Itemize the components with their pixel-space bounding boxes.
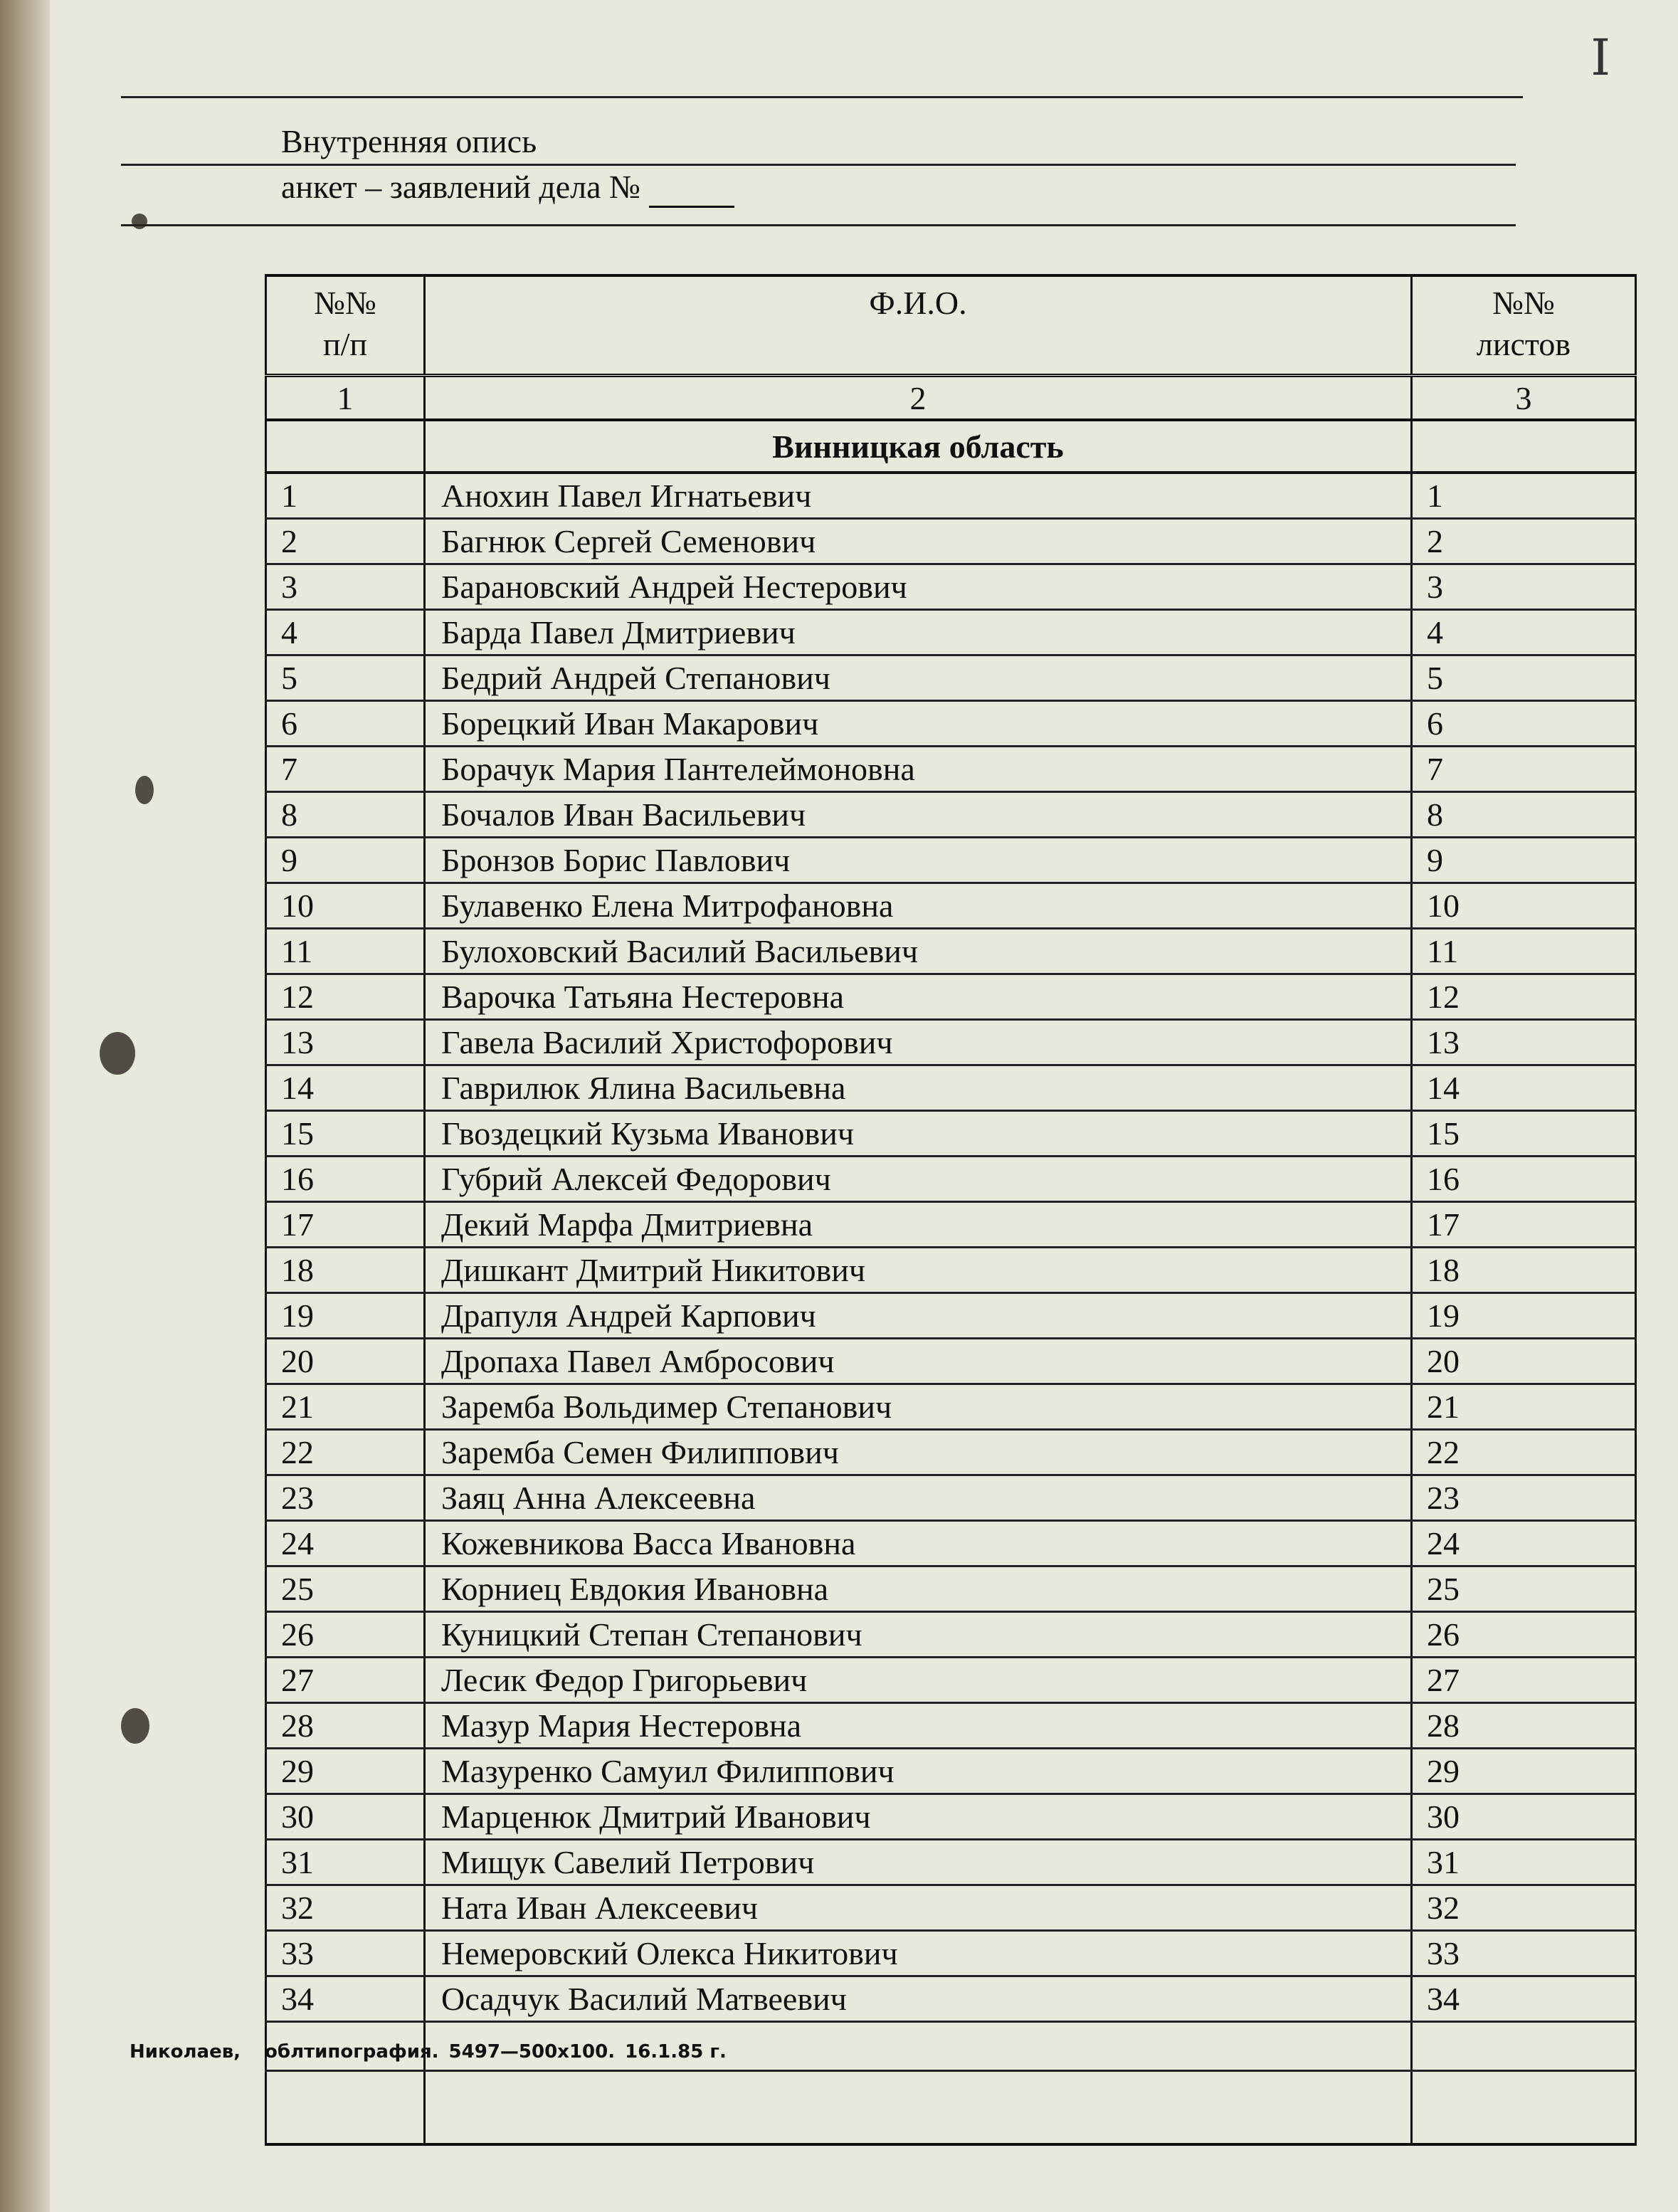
row-number: 2: [266, 519, 425, 564]
row-number: 11: [266, 929, 425, 974]
table-row: [266, 974, 1636, 1020]
sheet-number: 9: [1412, 838, 1636, 883]
person-name: Корниец Евдокия Ивановна: [425, 1566, 1412, 1612]
stain: [132, 214, 147, 229]
sheet-number: 1: [1412, 473, 1636, 519]
person-name: Дропаха Павел Амбросович: [425, 1339, 1412, 1384]
paper-edge: [0, 0, 50, 2212]
header-number: [266, 275, 425, 376]
table-row: [266, 1475, 1636, 1521]
row-number: 19: [266, 1293, 425, 1339]
case-number-blank: [649, 168, 734, 208]
table-row: [266, 1658, 1636, 1703]
row-number: 4: [266, 610, 425, 655]
sheet-number: 18: [1412, 1248, 1636, 1293]
table-row: [266, 1020, 1636, 1065]
subtitle-text: анкет – заявлений дела №: [281, 169, 640, 205]
person-name: Борецкий Иван Макарович: [425, 701, 1412, 747]
sheet-number: 27: [1412, 1658, 1636, 1703]
table-row: [266, 1111, 1636, 1157]
person-name: Мазур Мария Нестеровна: [425, 1703, 1412, 1749]
table-row: [266, 747, 1636, 792]
sheet-number: 13: [1412, 1020, 1636, 1065]
person-name: Заяц Анна Алексеевна: [425, 1475, 1412, 1521]
table-row: [266, 929, 1636, 974]
row-number: 8: [266, 792, 425, 838]
table-row: [266, 1339, 1636, 1384]
row-number: 20: [266, 1339, 425, 1384]
empty-cell: [425, 2071, 1412, 2145]
table-header-row: [266, 275, 1636, 376]
table-row: [266, 655, 1636, 701]
table-row: [266, 1384, 1636, 1430]
table-row: [266, 1976, 1636, 2022]
sheet-number: 8: [1412, 792, 1636, 838]
table-row: [266, 1840, 1636, 1885]
person-name: Немеровский Олекса Никитович: [425, 1931, 1412, 1976]
person-name: Марценюк Дмитрий Иванович: [425, 1794, 1412, 1840]
table-row: [266, 473, 1636, 519]
sheet-number: 10: [1412, 883, 1636, 929]
ruled-line: [121, 224, 1516, 226]
row-number: 23: [266, 1475, 425, 1521]
person-name: Кожевникова Васса Ивановна: [425, 1521, 1412, 1566]
person-name: Куницкий Степан Степанович: [425, 1612, 1412, 1658]
person-name: Гаврилюк Ялина Васильевна: [425, 1065, 1412, 1111]
person-name: Мищук Савелий Петрович: [425, 1840, 1412, 1885]
sheet-number: 6: [1412, 701, 1636, 747]
person-name: Лесик Федор Григорьевич: [425, 1658, 1412, 1703]
row-number: 10: [266, 883, 425, 929]
sheet-number: 19: [1412, 1293, 1636, 1339]
table-row: [266, 1157, 1636, 1202]
table-row: [266, 1521, 1636, 1566]
table-row: [266, 564, 1636, 610]
table-row: [266, 1749, 1636, 1794]
stain: [100, 1032, 135, 1075]
row-number: 12: [266, 974, 425, 1020]
table-row: [266, 838, 1636, 883]
person-name: Декий Марфа Дмитриевна: [425, 1202, 1412, 1248]
row-number: 6: [266, 701, 425, 747]
person-name: Губрий Алексей Федорович: [425, 1157, 1412, 1202]
table-row: [266, 1202, 1636, 1248]
person-name: Бочалов Иван Васильевич: [425, 792, 1412, 838]
table-row: [266, 1430, 1636, 1475]
person-name: Бронзов Борис Павлович: [425, 838, 1412, 883]
person-name: Барановский Андрей Нестерович: [425, 564, 1412, 610]
region-row: [266, 420, 1636, 473]
sheet-number: 3: [1412, 564, 1636, 610]
person-name: Булоховский Василий Васильевич: [425, 929, 1412, 974]
page-number-handwritten: I: [1590, 28, 1610, 87]
imprint-city: Николаев,: [130, 2041, 241, 2063]
imprint-date: 16.1.85 г.: [625, 2041, 727, 2063]
row-number: 7: [266, 747, 425, 792]
table-row: [266, 610, 1636, 655]
table-row: [266, 1885, 1636, 1931]
sheet-number: 32: [1412, 1885, 1636, 1931]
sheet-number: 12: [1412, 974, 1636, 1020]
document-title: Внутренняя опись: [281, 123, 537, 159]
table-row: [266, 701, 1636, 747]
table-row: [266, 1703, 1636, 1749]
empty-cell: [266, 2071, 425, 2145]
imprint-printer: облтипография.: [265, 2041, 439, 2063]
person-name: Барда Павел Дмитриевич: [425, 610, 1412, 655]
sheet-number: 30: [1412, 1794, 1636, 1840]
person-name: Заремба Семен Филиппович: [425, 1430, 1412, 1475]
stain: [135, 776, 154, 804]
ruled-line: [121, 164, 1516, 166]
table-row: [266, 792, 1636, 838]
row-number: 28: [266, 1703, 425, 1749]
person-name: Гвоздецкий Кузьма Иванович: [425, 1111, 1412, 1157]
person-name: Заремба Вольдимер Степанович: [425, 1384, 1412, 1430]
sheet-number: 31: [1412, 1840, 1636, 1885]
row-number: 5: [266, 655, 425, 701]
person-name: Варочка Татьяна Нестеровна: [425, 974, 1412, 1020]
header-number-line1: №№: [314, 285, 376, 321]
column-number: 2: [425, 376, 1412, 421]
sheet-number: 15: [1412, 1111, 1636, 1157]
sheet-number: 24: [1412, 1521, 1636, 1566]
row-number: 27: [266, 1658, 425, 1703]
table-row: [266, 519, 1636, 564]
row-number: 31: [266, 1840, 425, 1885]
person-name: Бедрий Андрей Степанович: [425, 655, 1412, 701]
inventory-table: [265, 274, 1637, 2146]
sheet-number: 11: [1412, 929, 1636, 974]
region-name: Винницкая область: [425, 420, 1412, 473]
row-number: 25: [266, 1566, 425, 1612]
person-name: Борачук Мария Пантелеймоновна: [425, 747, 1412, 792]
row-number: 1: [266, 473, 425, 519]
row-number: 21: [266, 1384, 425, 1430]
table-row: [266, 883, 1636, 929]
sheet-number: 33: [1412, 1931, 1636, 1976]
person-name: Мазуренко Самуил Филиппович: [425, 1749, 1412, 1794]
sheet-number: 20: [1412, 1339, 1636, 1384]
empty-cell: [1412, 2022, 1636, 2071]
person-name: Ната Иван Алексеевич: [425, 1885, 1412, 1931]
sheet-number: 26: [1412, 1612, 1636, 1658]
printer-imprint: [130, 2041, 751, 2063]
table-row: [266, 1566, 1636, 1612]
person-name: Багнюк Сергей Семенович: [425, 519, 1412, 564]
row-number: 26: [266, 1612, 425, 1658]
empty-cell: [1412, 2071, 1636, 2145]
sheet-number: 21: [1412, 1384, 1636, 1430]
sheet-number: 14: [1412, 1065, 1636, 1111]
sheet-number: 25: [1412, 1566, 1636, 1612]
header-sheets-line1: №№: [1492, 285, 1555, 321]
person-name: Драпуля Андрей Карпович: [425, 1293, 1412, 1339]
column-number: 3: [1412, 376, 1636, 421]
row-number: 30: [266, 1794, 425, 1840]
sheet-number: 16: [1412, 1157, 1636, 1202]
header-sheets: [1412, 275, 1636, 376]
sheet-number: 5: [1412, 655, 1636, 701]
row-number: 3: [266, 564, 425, 610]
table-row: [266, 1931, 1636, 1976]
row-number: 24: [266, 1521, 425, 1566]
stain: [121, 1708, 149, 1744]
row-number: 29: [266, 1749, 425, 1794]
table-row: [266, 1065, 1636, 1111]
sheet-number: 29: [1412, 1749, 1636, 1794]
sheet-number: 17: [1412, 1202, 1636, 1248]
table-row: [266, 1794, 1636, 1840]
ruled-line: [121, 96, 1523, 98]
row-number: 32: [266, 1885, 425, 1931]
person-name: Гавела Василий Христофорович: [425, 1020, 1412, 1065]
row-number: 22: [266, 1430, 425, 1475]
header-fio: [425, 275, 1412, 376]
table-row: [266, 1248, 1636, 1293]
empty-cell: [1412, 420, 1636, 473]
sheet-number: 7: [1412, 747, 1636, 792]
blank-row: [266, 2071, 1636, 2145]
table-row: [266, 1612, 1636, 1658]
header-sheets-line2: листов: [1476, 326, 1571, 362]
row-number: 14: [266, 1065, 425, 1111]
sheet-number: 2: [1412, 519, 1636, 564]
imprint-order: 5497—500х100.: [448, 2041, 616, 2063]
document-subtitle: [281, 168, 734, 208]
header-number-line2: п/п: [322, 326, 367, 362]
person-name: Дишкант Дмитрий Никитович: [425, 1248, 1412, 1293]
row-number: 9: [266, 838, 425, 883]
sheet-number: 23: [1412, 1475, 1636, 1521]
header-fio-label: Ф.И.О.: [869, 285, 967, 321]
person-name: Осадчук Василий Матвеевич: [425, 1976, 1412, 2022]
row-number: 17: [266, 1202, 425, 1248]
row-number: 15: [266, 1111, 425, 1157]
row-number: 16: [266, 1157, 425, 1202]
row-number: 33: [266, 1931, 425, 1976]
column-number: 1: [266, 376, 425, 421]
person-name: Булавенко Елена Митрофановна: [425, 883, 1412, 929]
row-number: 34: [266, 1976, 425, 2022]
sheet-number: 28: [1412, 1703, 1636, 1749]
sheet-number: 4: [1412, 610, 1636, 655]
sheet-number: 22: [1412, 1430, 1636, 1475]
column-number-row: [266, 376, 1636, 421]
sheet-number: 34: [1412, 1976, 1636, 2022]
person-name: Анохин Павел Игнатьевич: [425, 473, 1412, 519]
row-number: 18: [266, 1248, 425, 1293]
empty-cell: [266, 420, 425, 473]
row-number: 13: [266, 1020, 425, 1065]
table-row: [266, 1293, 1636, 1339]
